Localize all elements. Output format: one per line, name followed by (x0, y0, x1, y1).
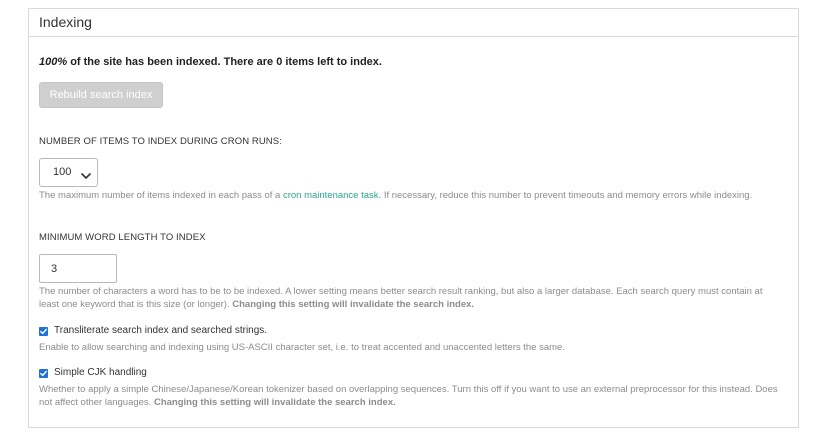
transliterate-checkbox[interactable] (39, 327, 48, 336)
cjk-checkbox[interactable] (39, 369, 48, 378)
min-word-length-input[interactable] (39, 254, 117, 283)
checkmark-icon (39, 327, 48, 336)
min-word-length-warning: Changing this setting will invalidate the search index. (232, 298, 475, 310)
fieldset-legend-title: Indexing (39, 14, 92, 30)
rebuild-search-index-button[interactable]: Rebuild search index (39, 82, 163, 108)
min-word-length-value: 3 (51, 263, 58, 275)
cron-limit-description-post: . If necessary, reduce this number to prevent timeouts and memory errors while indexing. (378, 190, 753, 201)
min-word-length-description (39, 286, 779, 311)
cron-limit-description (39, 190, 779, 203)
cron-limit-select[interactable] (39, 158, 98, 187)
chevron-down-icon (81, 168, 91, 178)
cron-limit-description-pre: The maximum number of items indexed in each pass of a (39, 190, 283, 201)
index-status-message: of the site has been indexed. There are 0 items left to index. (67, 56, 382, 68)
cjk-label[interactable]: Simple CJK handling (54, 367, 147, 378)
min-word-length-label: MINIMUM WORD LENGTH TO INDEX (39, 232, 206, 243)
cron-limit-select-value: 100 (53, 166, 72, 178)
transliterate-label[interactable]: Transliterate search index and searched strings. (54, 325, 268, 336)
cjk-description (39, 384, 779, 409)
cjk-description-text: Whether to apply a simple Chinese/Japanese/Korean tokenizer based on overlapping sequences. Turn this off if you want to use an external preprocessor for this instead. Does not affect other languages. (39, 384, 778, 408)
fieldset-legend (29, 9, 798, 37)
cron-limit-label: NUMBER OF ITEMS TO INDEX DURING CRON RUNS: (39, 136, 282, 147)
checkmark-icon (39, 369, 48, 378)
indexing-fieldset (28, 8, 799, 428)
cjk-warning: Changing this setting will invalidate the search index. (153, 396, 396, 408)
index-status (39, 56, 382, 68)
index-status-percent: 100% (39, 56, 68, 68)
cron-maintenance-task-link[interactable]: cron maintenance task (282, 190, 379, 201)
transliterate-description: Enable to allow searching and indexing using US-ASCII character set, i.e. to treat accented and unaccented letters the same. (39, 342, 565, 353)
min-word-length-description-text: The number of characters a word has to be to be indexed. A lower setting means better search result ranking, but also a larger database. Each search query must contain at least one keyword that is this size (or longer). (39, 286, 763, 310)
